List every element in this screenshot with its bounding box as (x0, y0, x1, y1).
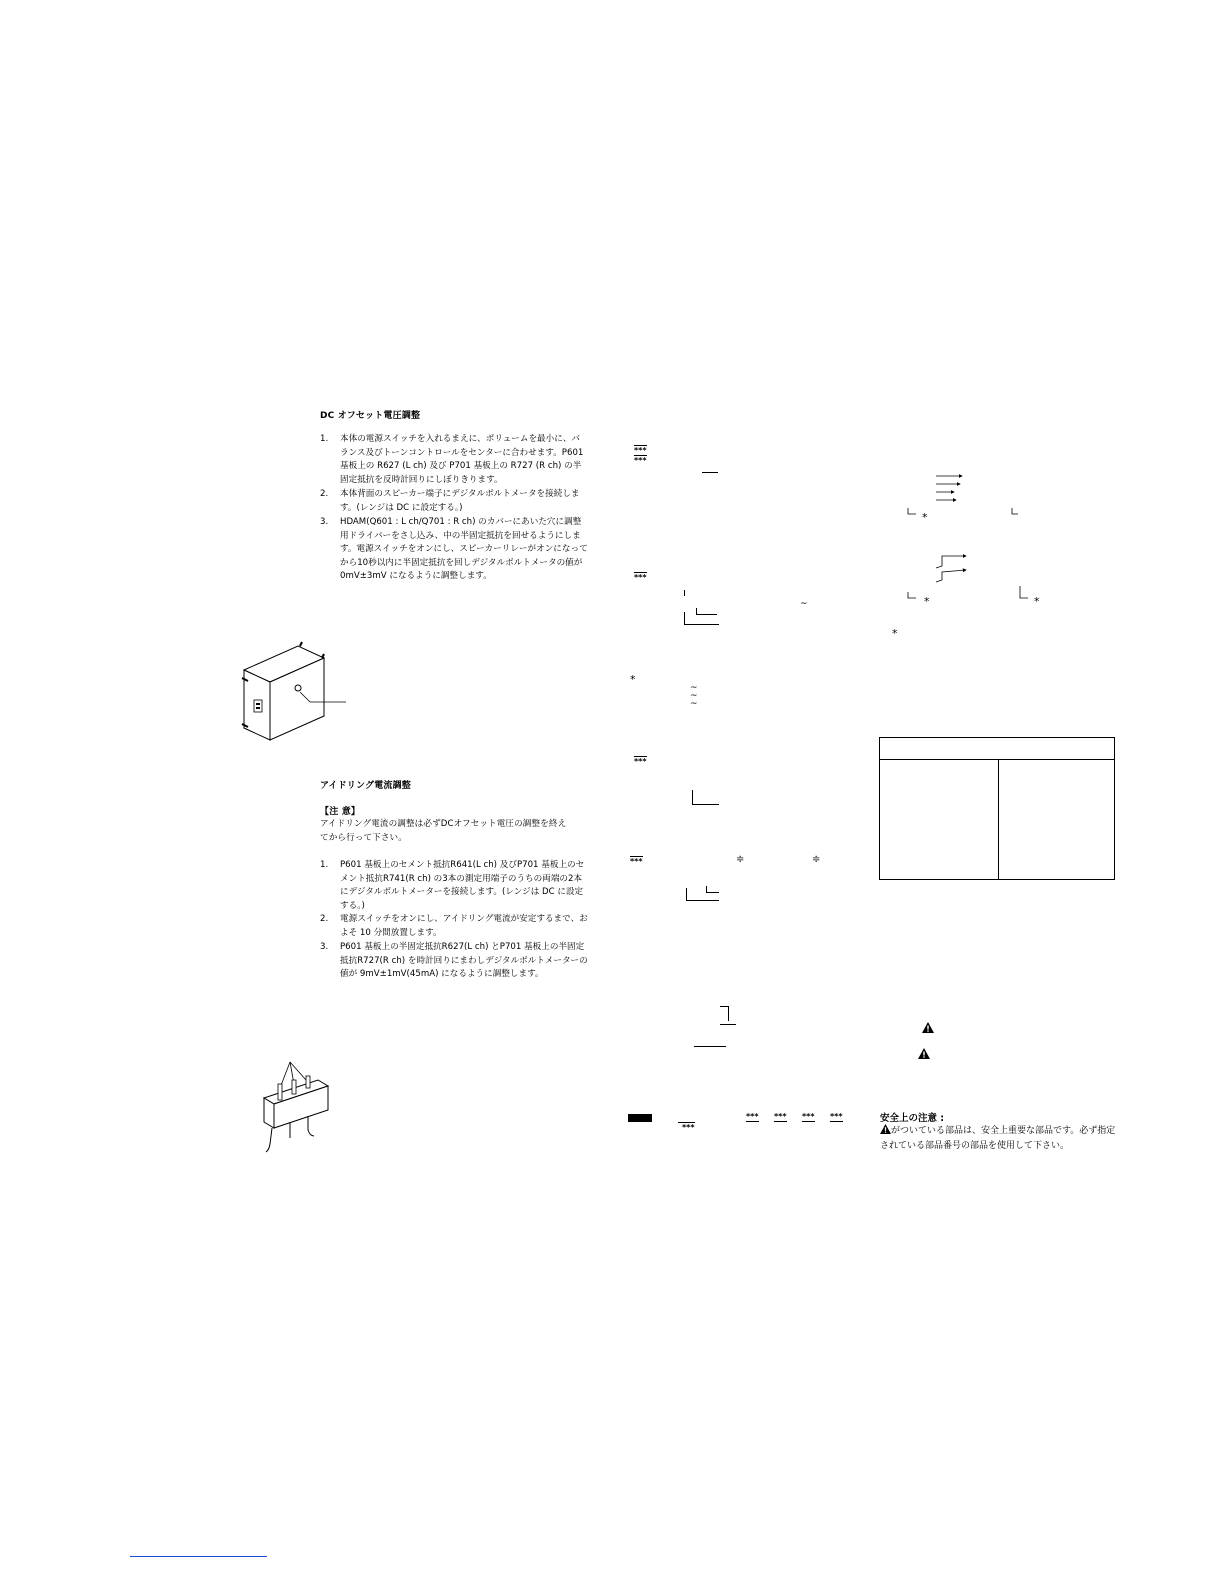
step-text: 本体背面のスピーカー端子にデジタルボルトメータを接続します。(レンジは DC に設定する。) (340, 489, 580, 513)
bracket-line (692, 790, 719, 805)
spec-table-column-rule (998, 759, 999, 879)
note-title: 【注 意】 (320, 807, 361, 817)
note-text: アイドリング電流の調整は必ずDCオフセット電圧の調整を終えてから行って下さい。 (320, 819, 567, 843)
safety-text: がついている部品は、安全上重要な部品です。必ず指定されている部品番号の部品を使用して下さい。 (880, 1126, 1116, 1151)
overlined-mark: *** (634, 573, 647, 582)
step-number: 3. (320, 942, 329, 952)
underlined-mark: *** (802, 1112, 815, 1121)
warning-triangle-icon (880, 1124, 891, 1134)
overlined-mark: *** (634, 446, 647, 455)
connector-line (694, 1046, 726, 1047)
tilde-symbol: ~ (690, 683, 698, 693)
step-number: 1. (320, 434, 329, 444)
hdam-module-illustration (236, 640, 356, 750)
asterisk-mark: * (924, 595, 930, 608)
arrow-group-upper (900, 470, 1040, 610)
step-text: 電源スイッチをオンにし、アイドリング電流が安定するまで、およそ 10 分間放置します。 (340, 914, 588, 938)
connector-line (702, 472, 718, 473)
safety-text-block (880, 1124, 1120, 1154)
step-text: P601 基板上のセメント抵抗R641(L ch) 及びP701 基板上のセメント抵抗R741(R ch) の3本の測定用端子のうちの両端の2本にデジタルボルトメーターを接続します。(レンジは DC に設定する。) (340, 860, 585, 911)
overlined-mark: *** (630, 857, 643, 866)
step-number: 3. (320, 517, 329, 527)
connector-line (684, 590, 685, 596)
step-text: HDAM(Q601 : L ch/Q701 : R ch) のカバーにあいた穴に調整用ドライバーをさし込み、中の半固定抵抗を回せるようにします。電源スイッチをオンにし、スピーカーリレーがオンになってから10秒以内に半固定抵抗を回しデジタルボルトメータの値が 0mV±3mV になるように調整します。 (340, 517, 588, 582)
asterisk-mark: * (1034, 595, 1040, 608)
overlined-mark: *** (634, 757, 647, 766)
spec-table (879, 737, 1115, 880)
arrow-line (720, 1024, 736, 1025)
underlined-mark: *** (746, 1112, 759, 1121)
step-number: 2. (320, 914, 329, 924)
tilde-symbol: ~ (690, 699, 698, 709)
asterisk-mark: * (630, 673, 636, 686)
overlined-mark: *** (678, 1122, 695, 1132)
bracket-line (684, 612, 719, 625)
black-bar (628, 1114, 652, 1122)
safety-title: 安全上の注意 : (880, 1113, 945, 1124)
not-equal-symbol: ≑ (812, 854, 821, 865)
spec-table-header-rule (880, 759, 1114, 760)
overlined-mark: *** (634, 456, 647, 465)
tilde-symbol: ~ (800, 599, 808, 609)
idling-current-title: アイドリング電流調整 (320, 781, 412, 791)
asterisk-mark: * (892, 627, 898, 640)
warning-triangle-icon (922, 1022, 934, 1033)
tilde-symbol: ~ (690, 691, 698, 701)
asterisk-mark: * (922, 511, 928, 524)
underlined-mark: *** (830, 1112, 843, 1121)
step-number: 1. (320, 860, 329, 870)
bracket-line (686, 888, 719, 901)
warning-triangle-icon (918, 1048, 930, 1059)
bracket-line (720, 1006, 729, 1021)
not-equal-symbol: ≑ (736, 854, 745, 865)
step-number: 2. (320, 489, 329, 499)
step-text: 本体の電源スイッチを入れるまえに、ボリュームを最小に、バランス及びトーンコントロールをセンターに合わせます。P601 基板上の R627 (L ch) 及び P701 基板上の R727 (R ch) の半固定抵抗を反時計回りにしぼりきります。 (340, 434, 584, 485)
step-text: P601 基板上の半固定抵抗R627(L ch) とP701 基板上の半固定抵抗R727(R ch) を時計回りにまわしデジタルボルトメーターの値が 9mV±1mV(45mA) になるように調整します。 (340, 942, 588, 980)
footer-rule (130, 1556, 267, 1557)
dc-offset-title: DC オフセット電圧調整 (320, 411, 421, 421)
cement-resistor-illustration (258, 1058, 338, 1158)
underlined-mark: *** (774, 1112, 787, 1121)
